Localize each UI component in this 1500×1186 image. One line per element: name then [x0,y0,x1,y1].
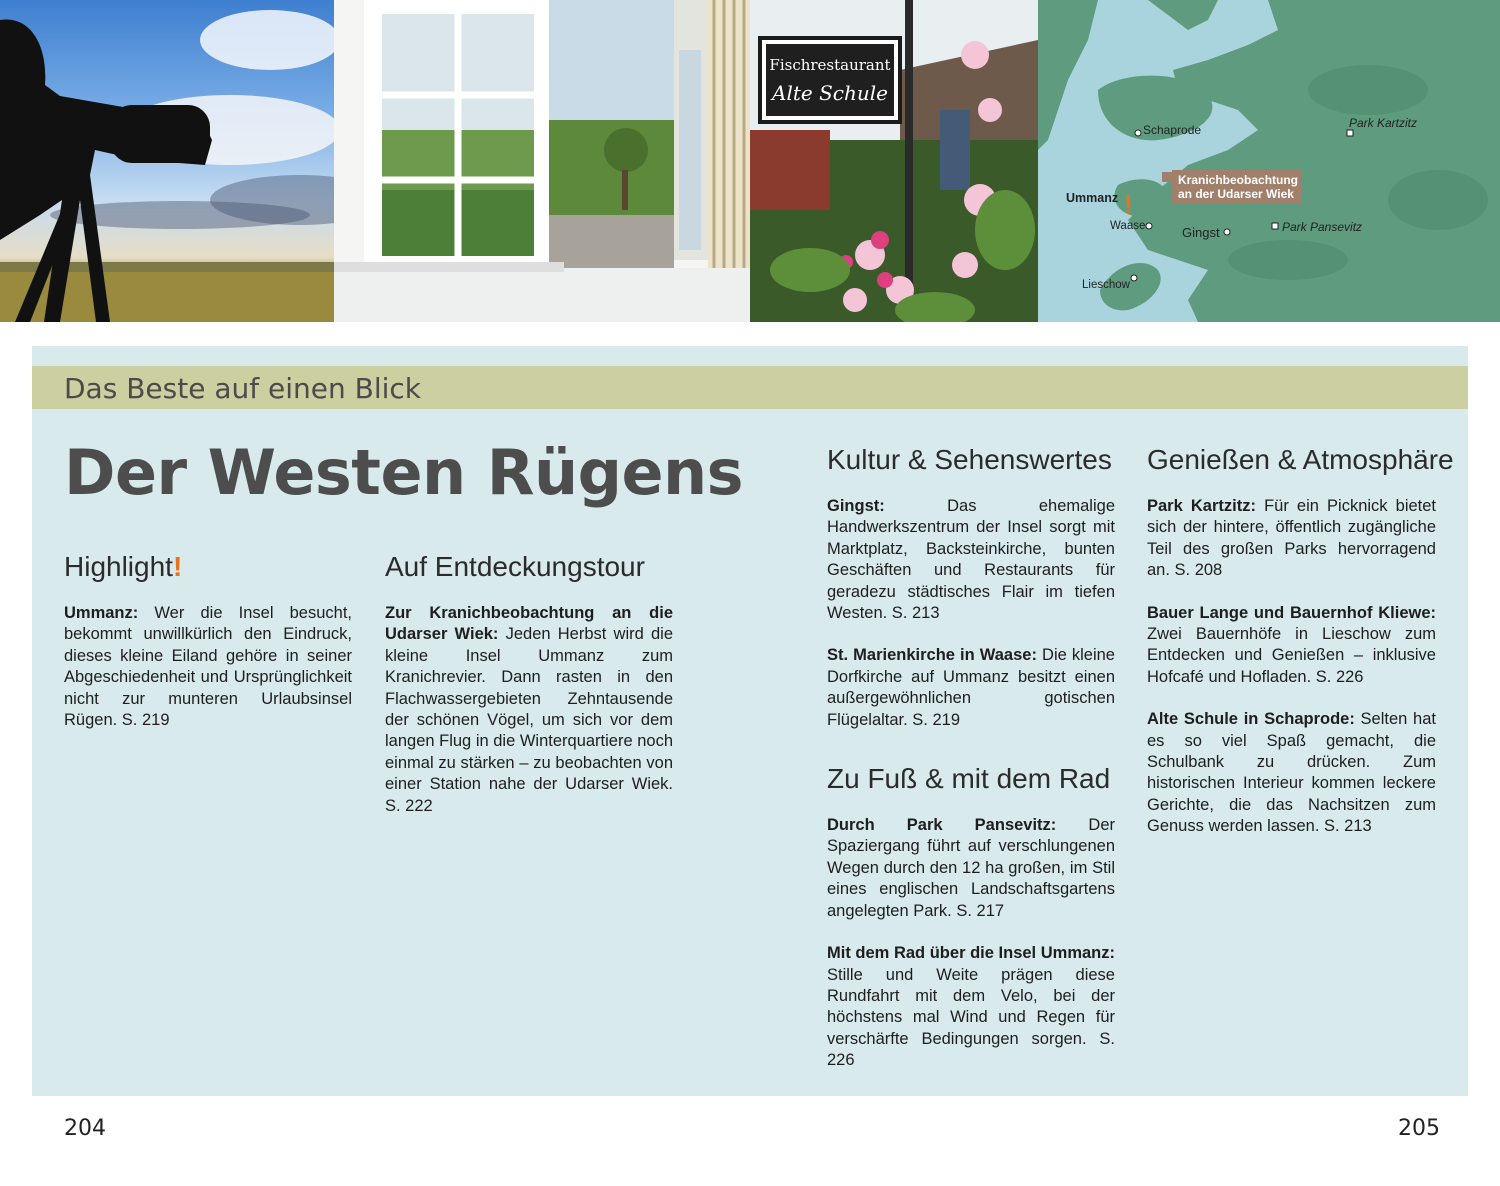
page-title: Der Westen Rügens [64,436,744,509]
overview-panel [32,346,1468,1096]
entry-title: Zur Kranichbeobachtung an die Udarser Wiek: [385,604,673,644]
sign-line-2: Alte Schule [772,81,888,105]
entry-text: Jeden Herbst wird die kleine Insel Ummanz zum Kranichrevier. Dann rasten in den Flachwassergebieten Zehntausende der schönen Vögel, um sich vor dem langen Flug in die Winterquartiere noch einmal zu stärken – zu beobachten von einer Station nahe der Udarser Wiek. S. 222 [385,625,674,815]
entry-title: Bauer Lange und Bauernhof Kliewe: [1147,603,1436,622]
heading-highlight [64,551,352,583]
entry-ummanz [64,603,352,731]
band-title: Das Beste auf einen Blick [64,372,421,405]
column-entdeckungstour [385,551,673,838]
entry-alte-schule [1147,709,1436,837]
photographer-silhouette-image [0,0,334,322]
map-highlight-marker: ! [1124,189,1133,219]
photo-photographer [0,0,334,322]
heading-zu-fuss: Zu Fuß & mit dem Rad [827,763,1111,795]
column-kultur [827,444,1115,1093]
entry-title: Mit dem Rad über die Insel Ummanz: [827,944,1115,963]
entry-park-pansevitz [827,815,1115,922]
column-highlight [64,551,352,752]
entry-title: St. Marienkirche in Waase: [827,646,1037,665]
entry-gingst [827,496,1115,624]
region-map [1038,0,1500,322]
section-band [32,366,1468,409]
window-view-image [334,0,750,322]
photo-window [334,0,750,322]
page-number-right: 205 [1398,1116,1440,1141]
photo-restaurant-sign [750,0,1038,322]
entry-st-marienkirche [827,645,1115,731]
map-label-park-kartzitz: Park Kartzitz [1349,116,1418,130]
heading-entdeckungstour: Auf Entdeckungstour [385,551,645,582]
heading-highlight-text: Highlight [64,551,173,582]
map-label-gingst: Gingst [1182,225,1220,240]
entry-title: Durch Park Pansevitz: [827,816,1057,835]
map-west-ruegen [1038,0,1500,322]
entry-text: Selten hat es so viel Spaß gemacht, die Schulbank zu drücken. Zum historischen Interieur kommen leckere Gerichte, die das Nachsitzen zum Genuss werden lassen. S. 213 [1147,710,1436,836]
entry-title: Alte Schule in Schaprode: [1147,710,1355,729]
entry-text: Zwei Bauernhöfe in Lieschow zum Entdecken und Genießen – inklusive Hofcafé und Hofladen. S. 226 [1147,625,1436,686]
map-label-schaprode: Schaprode [1143,123,1202,137]
entry-text: Für ein Picknick bietet sich der hintere, öffentlich zugängliche Teil des großen Parks hervorragend an. S. 208 [1147,497,1437,580]
map-label-kranich-1: Kranichbeobachtung [1178,173,1299,187]
column-geniessen [1147,444,1454,859]
heading-geniessen: Genießen & Atmosphäre [1147,444,1454,475]
entry-text: Der Spaziergang führt auf verschlungenen Wegen durch den 12 ha großen, im Stil eines englischen Landschaftsgartens angelegten Park. S. 217 [827,816,1115,920]
entry-park-kartzitz [1147,496,1436,582]
entry-bauernhof [1147,603,1436,689]
entry-title: Park Kartzitz: [1147,497,1256,515]
entry-text: Wer die Insel besucht, bekommt unwillkürlich den Eindruck, dieses kleine Eiland gehöre in seiner Abgeschiedenheit und Ursprünglichkeit nicht zur munteren Urlaubsinsel Rügen. S. 219 [64,604,352,730]
highlight-exclamation-icon: ! [172,551,183,582]
entry-text: Das ehemalige Handwerkszentrum der Insel sorgt mit Marktplatz, Backsteinkirche, bunten Geschäften und Restaurants für geradezu städtisches Flair im tiefen Westen. S. 213 [827,497,1115,623]
sign-line-1: Fischrestaurant [769,56,891,74]
entry-rad-ummanz [827,943,1115,1071]
entry-title: Ummanz: [64,604,139,622]
page-number-left: 204 [64,1116,106,1141]
map-label-park-pansevitz: Park Pansevitz [1282,220,1363,234]
map-label-ummanz: Ummanz [1066,191,1119,205]
map-label-kranich-2: an der Udarser Wiek [1178,187,1294,201]
entry-kranichbeobachtung [385,603,673,817]
entry-text: Die kleine Dorfkirche auf Ummanz besitzt einen außergewöhnlichen gotischen Flügelaltar. S. 219 [827,646,1115,729]
heading-kultur: Kultur & Sehenswertes [827,444,1112,475]
entry-text: Stille und Weite prägen diese Rundfahrt mit dem Velo, bei der höchstens mal Wind und Regen für verschärfte Bedingungen sorgen. S. 226 [827,965,1115,1070]
map-label-waase: Waase [1110,220,1146,232]
map-label-lieschow: Lieschow [1082,279,1130,291]
photo-strip [0,0,1500,322]
restaurant-sign-image [750,0,1038,322]
entry-title: Gingst: [827,497,885,515]
